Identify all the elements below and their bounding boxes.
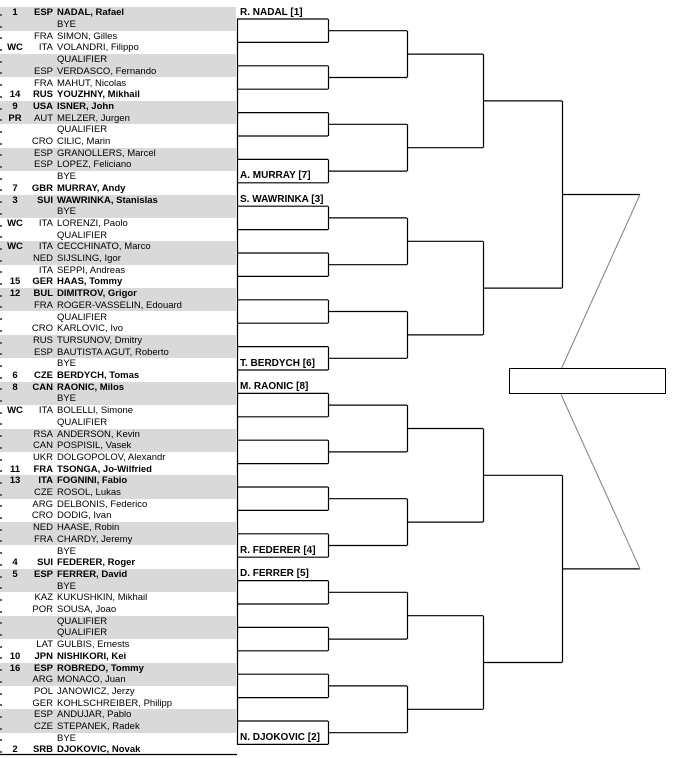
country-cell: CZE [34,370,53,381]
seed-cell: 15 [9,276,21,288]
player-name: QUALIFIER [57,311,108,323]
country-cell: ESP [33,65,53,77]
seed-cell: 12 [9,288,21,300]
player-name: BOLELLI, Simone [57,405,134,417]
country-cell: GER [32,697,53,709]
player-name: CECCHINATO, Marco [57,241,151,253]
seed-cell: PR [8,112,22,124]
player-name: MAHUT, Nicolas [57,77,127,89]
country-cell: AUT [34,112,53,124]
country-cell: NED [32,522,53,534]
player-name: DOLGOPOLOV, Alexandr [57,451,166,463]
player-name: MELZER, Jurgen [57,112,130,124]
player-name: BYE [57,171,77,183]
country-cell: ESP [33,159,53,171]
seed-cell: 5 [12,568,18,580]
player-name: CILIC, Marin [57,136,111,147]
player-name: WAWRINKA, Stanislas [57,194,158,206]
country-cell: FRA [34,533,53,545]
country-cell: ESP [33,662,53,674]
player-name: SIJSLING, Igor [57,253,121,264]
player-name: VOLANDRI, Filippo [57,42,139,54]
country-cell: CAN [32,381,53,393]
country-cell: ITA [38,405,53,417]
country-cell: KAZ [34,592,53,604]
player-name: ANDUJAR, Pablo [57,709,132,721]
seed-cell: 1 [12,7,18,19]
seed-cell: 13 [9,475,21,487]
country-cell: ITA [38,264,53,276]
country-cell: USA [32,100,53,112]
country-cell: SRB [32,744,53,756]
player-name: CHARDY, Jeremy [57,533,133,545]
country-cell: CZE [34,721,53,732]
country-cell: CZE [34,487,53,498]
advancer-label: R. FEDERER [4] [240,544,316,556]
seed-cell: 9 [12,100,18,112]
advancer-label: T. BERDYCH [6] [240,357,316,369]
player-name: GRANOLLERS, Marcel [57,147,156,159]
advancer-label: S. WAWRINKA [3] [240,193,324,205]
country-cell: SUI [37,194,53,206]
player-name: BERDYCH, Tomas [57,370,140,381]
player-name: QUALIFIER [57,416,108,428]
player-name: QUALIFIER [57,124,108,136]
seed-cell: 10 [9,650,21,662]
player-name: QUALIFIER [57,229,108,241]
player-name: BAUTISTA AGUT, Roberto [57,346,169,358]
country-cell: ITA [38,241,53,253]
player-name: ROGER-VASSELIN, Edouard [57,299,182,311]
seed-cell: 2 [12,744,18,756]
seed-cell: 7 [12,182,18,194]
champion-slot [509,368,666,394]
player-name: SEPPI, Andreas [57,264,126,276]
player-name: ISNER, John [57,100,115,112]
player-name: NADAL, Rafael [57,7,125,19]
player-name: FEDERER, Roger [57,557,136,569]
seed-cell: 11 [9,463,21,475]
country-cell: BUL [33,288,53,300]
player-name: YOUZHNY, Mikhail [57,89,140,101]
player-name: MURRAY, Andy [57,182,126,194]
seed-cell: WC [7,405,23,417]
player-name: BYE [57,580,77,592]
player-name: JANOWICZ, Jerzy [57,685,135,697]
country-cell: ITA [38,217,53,229]
player-name: BYE [57,732,77,744]
country-cell: FRA [34,77,53,89]
country-cell: LAT [36,639,53,651]
player-name: ROBREDO, Tommy [57,662,144,674]
player-name: LORENZI, Paolo [57,217,128,229]
country-cell: ESP [33,346,53,358]
player-name: BYE [57,358,77,370]
country-cell: SUI [37,557,53,569]
country-cell: UKR [32,451,53,463]
advancer-label: N. DJOKOVIC [2] [240,731,321,743]
player-name: SOUSA, Joao [57,604,117,615]
player-name: FERRER, David [57,568,128,580]
advancer-label: D. FERRER [5] [240,568,309,580]
player-name: BYE [57,545,77,557]
seed-cell: 6 [12,370,18,381]
country-cell: CRO [31,510,53,522]
country-cell: RSA [33,428,53,440]
player-name: DJOKOVIC, Novak [57,744,141,756]
player-name: ROSOL, Lukas [57,487,121,498]
player-name: MONACO, Juan [57,674,126,686]
country-cell: POR [32,604,53,615]
player-name: STEPANEK, Radek [57,721,140,732]
player-name: KOHLSCHREIBER, Philipp [57,697,173,709]
player-name: TSONGA, Jo-Wilfried [57,463,152,475]
player-name: BYE [57,206,77,218]
advancer-label: M. RAONIC [8] [240,380,309,392]
country-cell: ESP [33,709,53,721]
player-name: DODIG, Ivan [57,510,112,522]
country-cell: ITA [38,42,53,54]
player-name: BYE [57,393,77,405]
seed-cell: WC [7,217,23,229]
seed-cell: 8 [12,381,18,393]
player-name: RAONIC, Milos [57,381,125,393]
country-cell: RUS [32,89,53,101]
player-name: TURSUNOV, Dmitry [57,334,143,346]
country-cell: POL [33,685,53,697]
player-name: ANDERSON, Kevin [57,428,140,440]
country-cell: JPN [34,650,53,662]
country-cell: ITA [38,475,53,487]
player-name: HAASE, Robin [57,522,120,534]
country-cell: CRO [31,323,53,335]
player-name: SIMON, Gilles [57,30,118,42]
country-cell: ARG [32,498,53,510]
player-name: NISHIKORI, Kei [57,650,127,662]
country-cell: GBR [31,182,53,194]
country-cell: FRA [33,463,53,475]
advancer-label: A. MURRAY [7] [240,170,311,182]
seed-cell: WC [7,241,23,253]
advancer-label: R. NADAL [1] [240,6,303,18]
country-cell: ARG [32,674,53,686]
player-name: VERDASCO, Fernando [57,65,157,77]
player-name: DIMITROV, Grigor [57,288,137,300]
player-name: POSPISIL, Vasek [57,440,132,452]
player-name: QUALIFIER [57,627,108,639]
country-cell: ESP [33,568,53,580]
player-name: GULBIS, Ernests [57,639,130,651]
country-cell: GER [32,276,53,288]
seed-cell: 16 [9,662,21,674]
player-name: BYE [57,19,77,30]
player-name: LOPEZ, Feliciano [57,159,132,171]
country-cell: FRA [34,30,53,42]
player-name: FOGNINI, Fabio [57,475,128,487]
player-name: KARLOVIC, Ivo [57,323,123,335]
player-name: HAAS, Tommy [57,276,123,288]
player-name: KUKUSHKIN, Mikhail [57,592,148,604]
country-cell: RUS [32,334,53,346]
country-cell: ESP [33,7,53,19]
player-name: DELBONIS, Federico [57,498,148,510]
country-cell: FRA [34,299,53,311]
country-cell: NED [32,253,53,264]
country-cell: CAN [32,440,53,452]
seed-cell: 3 [12,194,18,206]
seed-cell: 14 [9,89,21,101]
country-cell: CRO [31,136,53,147]
seed-cell: 4 [12,557,18,569]
country-cell: ESP [33,147,53,159]
player-name: QUALIFIER [57,615,108,627]
player-name: QUALIFIER [57,54,108,66]
seed-cell: WC [7,42,23,54]
